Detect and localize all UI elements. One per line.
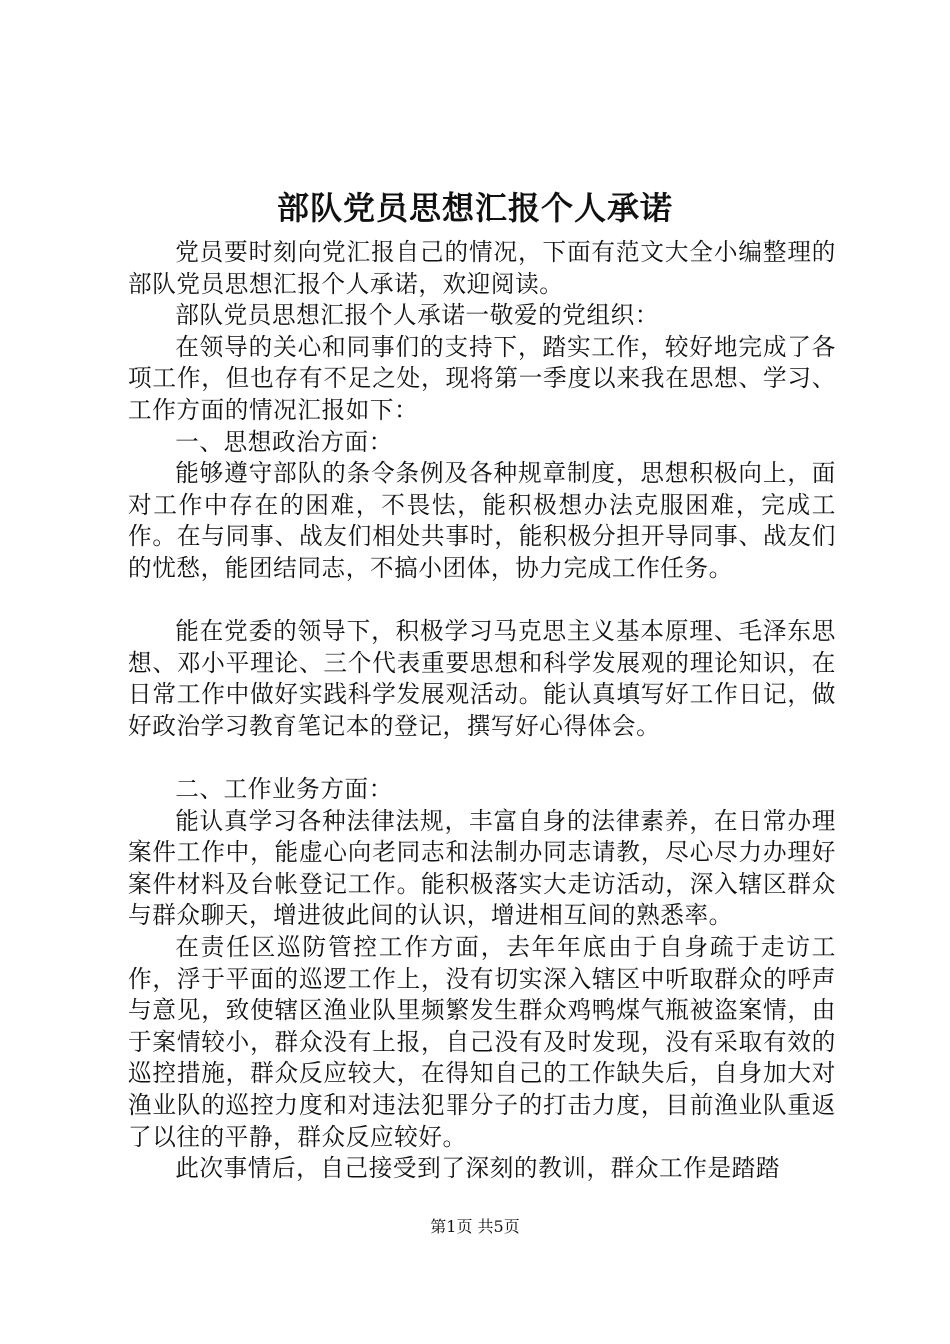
section-heading-work: 二、工作业务方面：	[175, 775, 393, 804]
paragraph-study: 能在党委的领导下，积极学习马克思主义基本原理、毛泽东思想、邓小平理论、三个代表重要思想和科学发展观的理论知识，在日常工作中做好实践科学发展观活动。能认真填写好工作日记，做好政治学习教育笔记本的登记，撰写好心得体会。	[128, 617, 836, 740]
document-title: 部队党员思想汇报个人承诺	[276, 189, 673, 227]
paragraph-lesson: 此次事情后，自己接受到了深刻的教训，群众工作是踏踏	[175, 1154, 781, 1183]
document-body	[128, 237, 836, 1185]
section-heading-ideology: 一、思想政治方面：	[175, 427, 393, 456]
blank-line	[128, 743, 836, 775]
paragraph-patrol: 在责任区巡防管控工作方面，去年年底由于自身疏于走访工作，浮于平面的巡逻工作上，没有切实深入辖区中听取群众的呼声与意见，致使辖区渔业队里频繁发生群众鸡鸭煤气瓶被盗案情，由于案情较小，群众没有上报，自己没有及时发现，没有采取有效的巡控措施，群众反应较大，在得知自己的工作缺失后，自身加大对渔业队的巡控力度和对违法犯罪分子的打击力度，目前渔业队重返了以往的平静，群众反应较好。	[128, 933, 836, 1151]
page-number: 第1页 共5页	[430, 1217, 520, 1236]
paragraph-work: 能认真学习各种法律法规，丰富自身的法律素养，在日常办理案件工作中，能虚心向老同志和法制办同志请教，尽心尽力办理好案件材料及台帐登记工作。能积极落实大走访活动，深入辖区群众与群众聊天，增进彼此间的认识，增进相互间的熟悉率。	[128, 806, 836, 930]
paragraph-ideology: 能够遵守部队的条令条例及各种规章制度，思想积极向上，面对工作中存在的困难，不畏怯，能积极想办法克服困难，完成工作。在与同事、战友们相处共事时，能积极分担开导同事、战友们的忧愁，能团结同志，不搞小团体，协力完成工作任务。	[128, 459, 836, 582]
paragraph-overview: 在领导的关心和同事们的支持下，踏实工作，较好地完成了各项工作，但也存有不足之处，现将第一季度以来我在思想、学习、工作方面的情况汇报如下：	[128, 332, 836, 424]
paragraph-intro: 党员要时刻向党汇报自己的情况，下面有范文大全小编整理的部队党员思想汇报个人承诺，欢迎阅读。	[128, 238, 836, 298]
blank-line	[128, 585, 836, 617]
paragraph-salutation: 部队党员思想汇报个人承诺一敬爱的党组织：	[175, 301, 660, 330]
